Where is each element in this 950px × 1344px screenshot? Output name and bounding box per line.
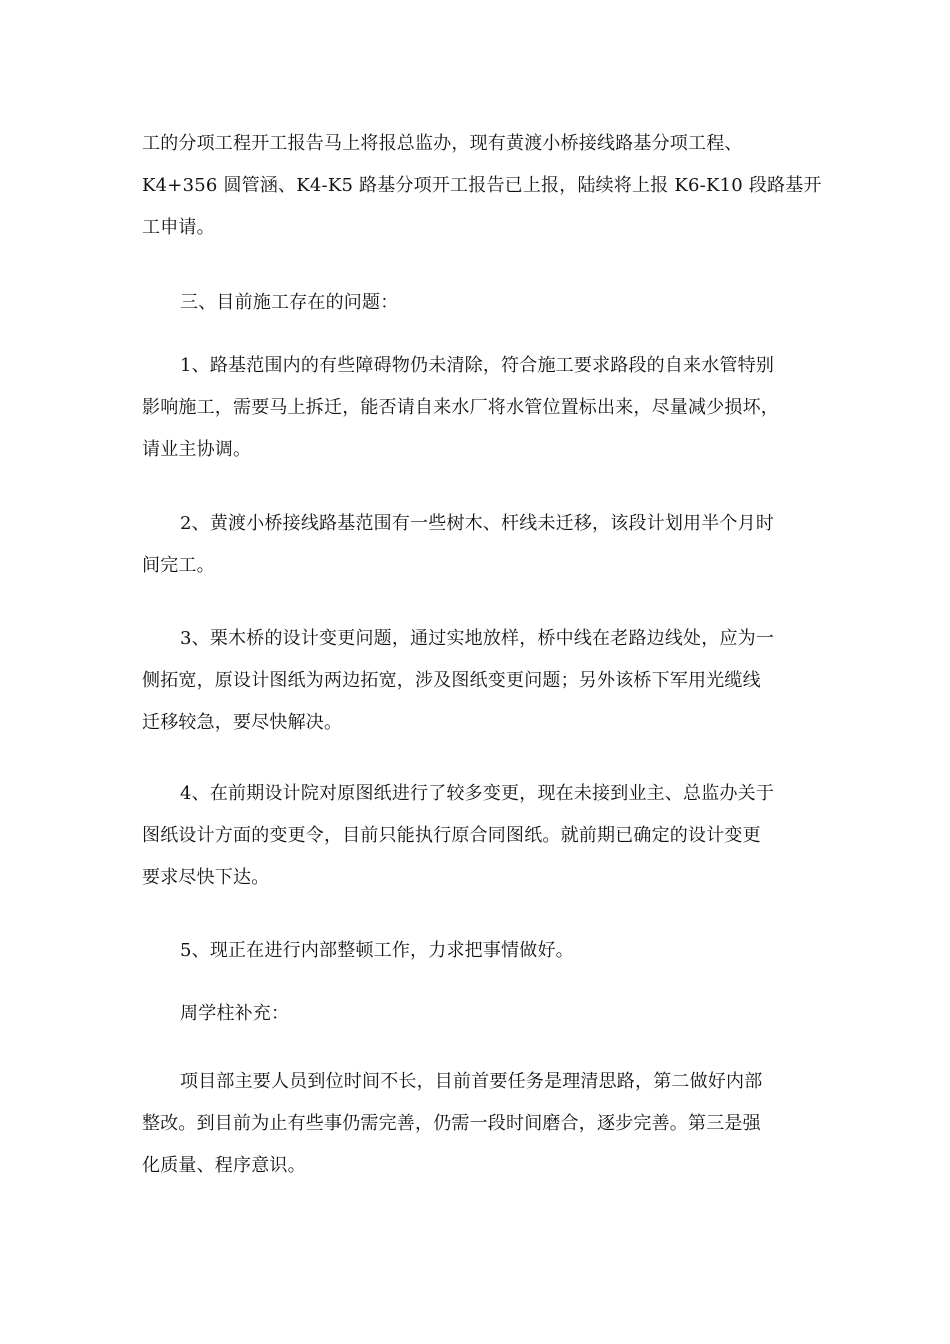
paragraph-supplement-body <box>142 1061 810 1187</box>
text-line: 项目部主要人员到位时间不长，目前首要任务是理清思路，第二做好内部 <box>180 1071 763 1092</box>
text-line: 3、栗木桥的设计变更问题，通过实地放样，桥中线在老路边线处，应为一 <box>180 628 775 649</box>
text-line: 三、目前施工存在的问题： <box>180 292 399 313</box>
section-heading-problems <box>142 282 810 324</box>
paragraph-issue-5 <box>142 930 810 972</box>
paragraph-issue-1 <box>142 345 810 471</box>
paragraph-intro-continued <box>142 123 822 249</box>
paragraph-issue-2 <box>142 503 810 587</box>
text-line: 化质量、程序意识。 <box>142 1155 306 1176</box>
paragraph-issue-3 <box>142 618 810 744</box>
text-line: 整改。到目前为止有些事仍需完善，仍需一段时间磨合，逐步完善。第三是强 <box>142 1113 761 1134</box>
text-line: 图纸设计方面的变更令，目前只能执行原合同图纸。就前期已确定的设计变更 <box>142 825 761 846</box>
text-line: 工的分项工程开工报告马上将报总监办，现有黄渡小桥接线路基分项工程、 <box>142 133 743 154</box>
text-line: 4、在前期设计院对原图纸进行了较多变更，现在未接到业主、总监办关于 <box>180 783 775 804</box>
supplement-heading <box>142 993 810 1035</box>
paragraph-issue-4 <box>142 773 810 899</box>
text-line: 迁移较急，要尽快解决。 <box>142 712 343 733</box>
text-line: 2、黄渡小桥接线路基范围有一些树木、杆线未迁移，该段计划用半个月时 <box>180 513 775 534</box>
text-line: 周学柱补充： <box>180 1003 290 1024</box>
text-line: 1、路基范围内的有些障碍物仍未清除，符合施工要求路段的自来水管特别 <box>180 355 775 376</box>
text-line: 要求尽快下达。 <box>142 867 270 888</box>
text-line: 请业主协调。 <box>142 439 252 460</box>
text-line: 影响施工，需要马上拆迁，能否请自来水厂将水管位置标出来，尽量减少损坏， <box>142 397 779 418</box>
text-line: 侧拓宽，原设计图纸为两边拓宽，涉及图纸变更问题；另外该桥下军用光缆线 <box>142 670 761 691</box>
text-line: K4+356 圆管涵、K4-K5 路基分项开工报告已上报，陆续将上报 K6-K10 段路基开 <box>142 175 822 196</box>
text-line: 工申请。 <box>142 217 215 238</box>
text-line: 间完工。 <box>142 555 215 576</box>
text-line: 5、现正在进行内部整顿工作，力求把事情做好。 <box>180 940 574 961</box>
